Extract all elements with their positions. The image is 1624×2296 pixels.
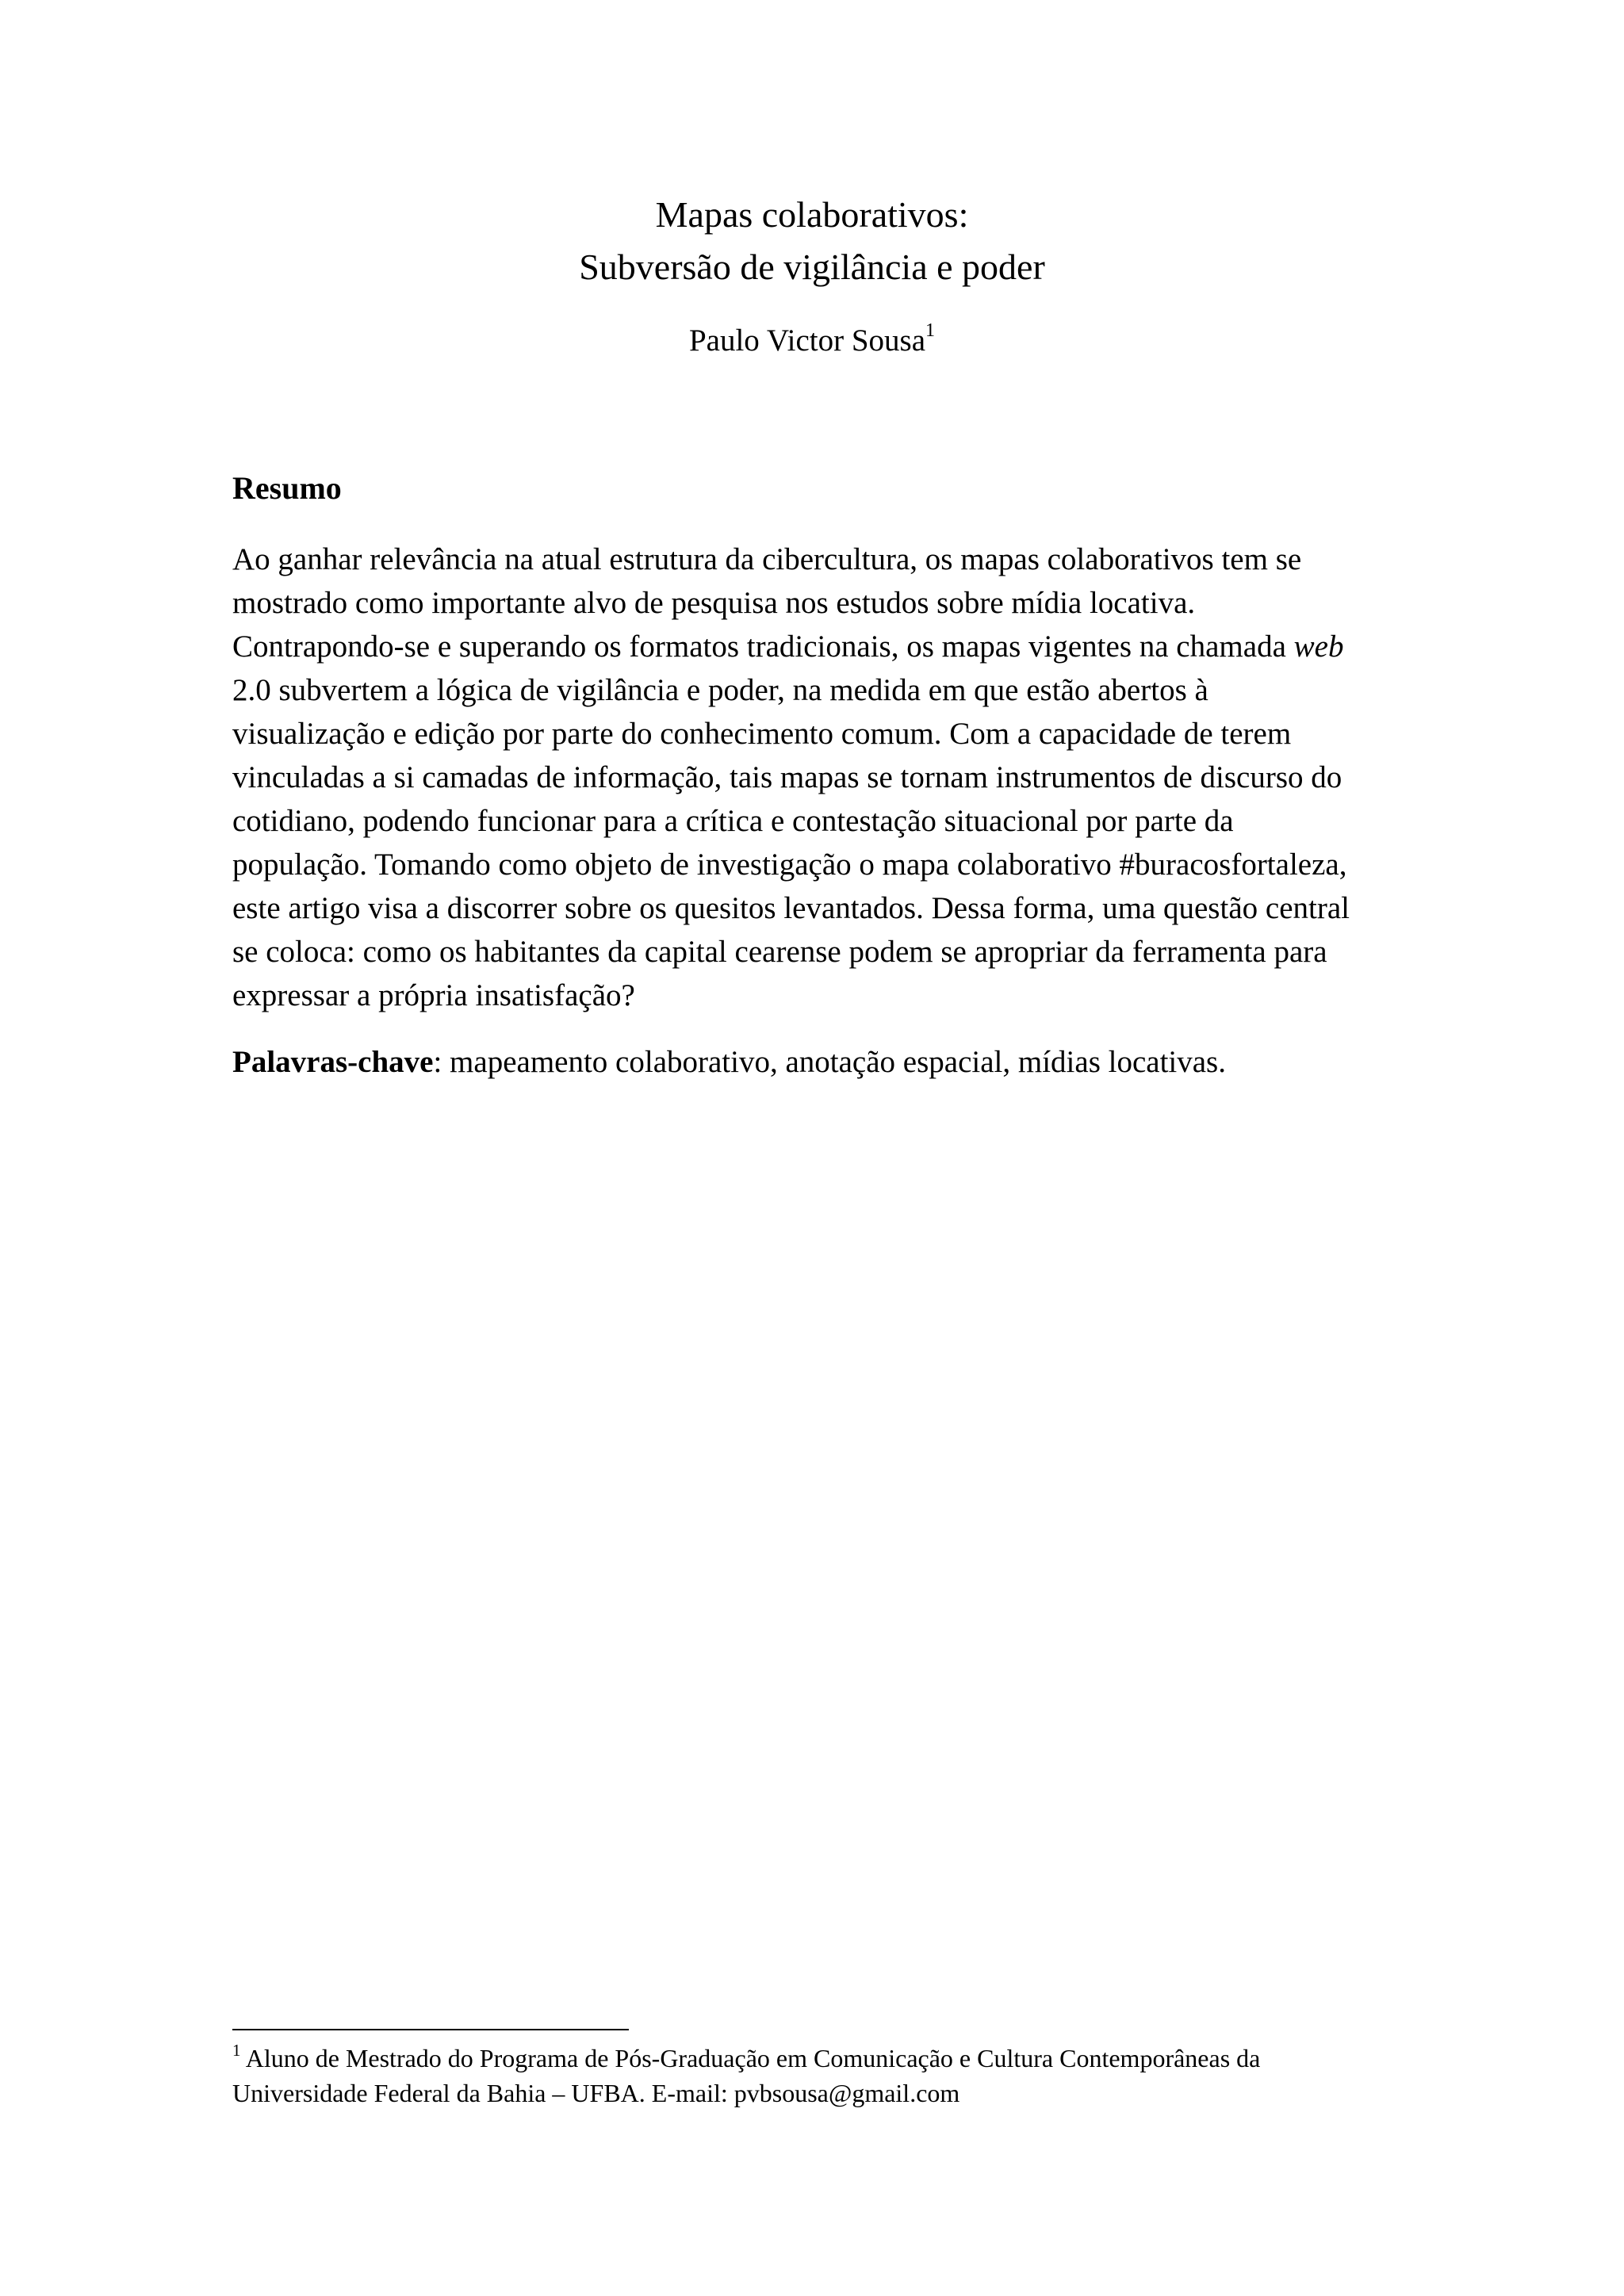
abstract-line: 2.0 subvertem a lógica de vigilância e poder, na medida em que estão abertos à	[232, 673, 1208, 707]
footnote-line-2: Universidade Federal da Bahia – UFBA. E-mail: pvbsousa@gmail.com	[232, 2079, 960, 2107]
abstract-line: este artigo visa a discorrer sobre os quesitos levantados. Dessa forma, uma questão central	[232, 891, 1350, 925]
title-line-1: Mapas colaborativos:	[655, 194, 969, 235]
abstract-line-text: Contrapondo-se e superando os formatos tradicionais, os mapas vigentes na chamada	[232, 629, 1294, 664]
abstract-line: cotidiano, podendo funcionar para a crítica e contestação situacional por parte da	[232, 804, 1234, 838]
abstract-line: expressar a própria insatisfação?	[232, 978, 635, 1012]
author-footnote-mark: 1	[925, 320, 936, 341]
footnote-divider	[232, 2029, 629, 2030]
abstract-line: mostrado como importante alvo de pesquisa nos estudos sobre mídia locativa.	[232, 586, 1196, 620]
abstract-line	[232, 625, 1438, 668]
abstract-italic-term: web	[1293, 629, 1344, 664]
abstract-line: população. Tomando como objeto de investigação o mapa colaborativo #buracosfortaleza,	[232, 848, 1347, 882]
abstract-heading: Resumo	[232, 470, 342, 506]
keywords-line	[232, 1040, 1226, 1085]
abstract-line: Ao ganhar relevância na atual estrutura da cibercultura, os mapas colaborativos tem se	[232, 542, 1302, 576]
title-line-2: Subversão de vigilância e poder	[579, 247, 1045, 287]
footnote-line-1	[232, 2041, 1501, 2076]
paper-title	[0, 189, 1624, 293]
author-line	[0, 319, 1624, 363]
author-name: Paulo Victor Sousa	[688, 323, 926, 358]
footnote-text: Aluno de Mestrado do Programa de Pós-Graduação em Comunicação e Cultura Contemporâneas da	[240, 2044, 1261, 2072]
abstract-line: visualização e edição por parte do conhecimento comum. Com a capacidade de terem	[232, 717, 1292, 751]
keywords-label: Palavras-chave	[232, 1045, 434, 1079]
footnote	[232, 2041, 1501, 2110]
keywords-text: mapeamento colaborativo, anotação espacial, mídias locativas.	[450, 1045, 1226, 1079]
abstract-line: vinculadas a si camadas de informação, tais mapas se tornam instrumentos de discurso do	[232, 760, 1342, 794]
abstract-line: se coloca: como os habitantes da capital cearense podem se apropriar da ferramenta para	[232, 935, 1327, 969]
keywords-separator: :	[433, 1045, 450, 1079]
abstract-body	[232, 538, 1438, 1017]
footnote-mark: 1	[232, 2041, 241, 2060]
